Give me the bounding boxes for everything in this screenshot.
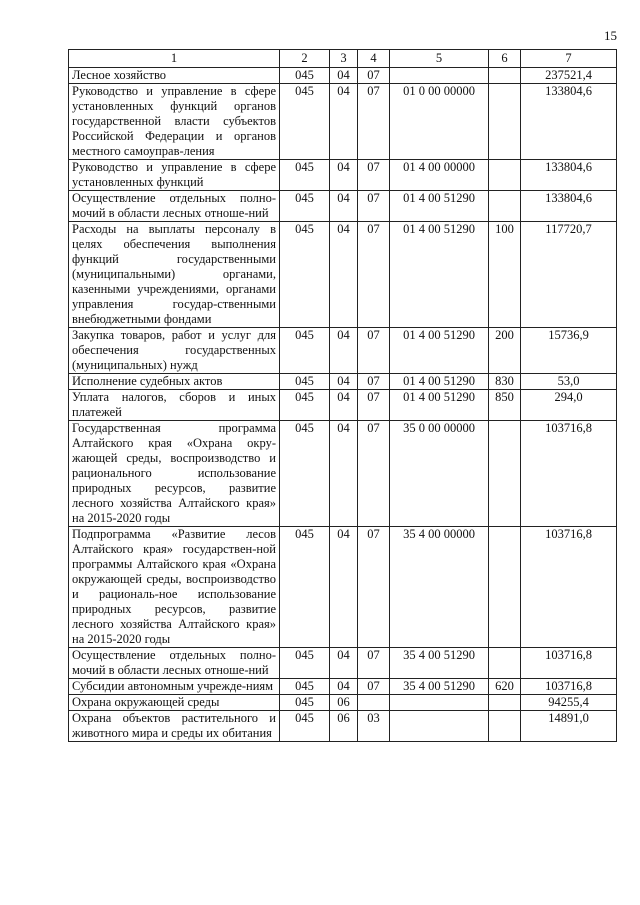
vr-cell: 200 [489, 328, 521, 374]
table-row [69, 527, 617, 648]
header-cell: 4 [358, 50, 390, 68]
csr-cell: 35 0 00 00000 [390, 421, 489, 527]
csr-cell: 35 4 00 51290 [390, 679, 489, 695]
csr-cell [390, 711, 489, 742]
table-row [69, 390, 617, 421]
rz-cell: 04 [330, 191, 358, 222]
csr-cell: 01 4 00 51290 [390, 390, 489, 421]
sum-cell: 14891,0 [521, 711, 617, 742]
rz-cell: 06 [330, 711, 358, 742]
sum-cell: 237521,4 [521, 68, 617, 84]
table-header [69, 50, 617, 68]
table-row [69, 679, 617, 695]
sum-cell: 133804,6 [521, 84, 617, 160]
sum-cell: 103716,8 [521, 421, 617, 527]
row-name-cell: Исполнение судебных актов [69, 374, 280, 390]
pr-cell: 07 [358, 160, 390, 191]
rz-cell: 04 [330, 421, 358, 527]
csr-cell [390, 695, 489, 711]
rz-cell: 04 [330, 68, 358, 84]
sum-cell: 103716,8 [521, 679, 617, 695]
gr-cell: 045 [280, 222, 330, 328]
header-cell: 1 [69, 50, 280, 68]
sum-cell: 94255,4 [521, 695, 617, 711]
table-row [69, 328, 617, 374]
table-row [69, 711, 617, 742]
csr-cell [390, 68, 489, 84]
vr-cell [489, 695, 521, 711]
header-row [69, 50, 617, 68]
gr-cell: 045 [280, 68, 330, 84]
table-row [69, 160, 617, 191]
gr-cell: 045 [280, 191, 330, 222]
gr-cell: 045 [280, 328, 330, 374]
rz-cell: 04 [330, 679, 358, 695]
rz-cell: 04 [330, 648, 358, 679]
pr-cell: 07 [358, 374, 390, 390]
csr-cell: 01 4 00 51290 [390, 328, 489, 374]
table-row [69, 695, 617, 711]
budget-table [68, 49, 617, 742]
table-row [69, 648, 617, 679]
pr-cell: 07 [358, 222, 390, 328]
page-number: 15 [604, 28, 617, 43]
table-row [69, 191, 617, 222]
pr-cell: 07 [358, 328, 390, 374]
sum-cell: 103716,8 [521, 648, 617, 679]
row-name-cell: Охрана объектов растительного и животного мира и среды их обитания [69, 711, 280, 742]
pr-cell: 07 [358, 84, 390, 160]
sum-cell: 53,0 [521, 374, 617, 390]
pr-cell: 07 [358, 390, 390, 421]
gr-cell: 045 [280, 84, 330, 160]
header-cell: 6 [489, 50, 521, 68]
row-name-cell: Руководство и управление в сфере установленных функций органов государственной власти субъектов Российской Федерации и органов местного самоуправ-ления [69, 84, 280, 160]
row-name-cell: Государственная программа Алтайского края «Охрана окру-жающей среды, воспроизводство и рационального использование природных ресурсов, развитие лесного хозяйства Алтайского края» на 2015-2020 годы [69, 421, 280, 527]
csr-cell: 01 4 00 51290 [390, 374, 489, 390]
row-name-cell: Лесное хозяйство [69, 68, 280, 84]
vr-cell [489, 191, 521, 222]
table-row [69, 374, 617, 390]
row-name-cell: Закупка товаров, работ и услуг для обеспечения государственных (муниципальных) нужд [69, 328, 280, 374]
csr-cell: 01 4 00 00000 [390, 160, 489, 191]
pr-cell: 07 [358, 679, 390, 695]
rz-cell: 04 [330, 527, 358, 648]
sum-cell: 103716,8 [521, 527, 617, 648]
vr-cell [489, 84, 521, 160]
header-cell: 2 [280, 50, 330, 68]
pr-cell: 07 [358, 648, 390, 679]
row-name-cell: Подпрограмма «Развитие лесов Алтайского края» государствен-ной программы Алтайского края «Охрана окружающей среды, воспроизводство и рациональ-ное использование природных ресурсов, развитие лесного хозяйства Алтайского края» на 2015-2020 годы [69, 527, 280, 648]
rz-cell: 04 [330, 374, 358, 390]
sum-cell: 15736,9 [521, 328, 617, 374]
gr-cell: 045 [280, 695, 330, 711]
csr-cell: 01 4 00 51290 [390, 191, 489, 222]
table-row [69, 84, 617, 160]
gr-cell: 045 [280, 679, 330, 695]
row-name-cell: Охрана окружающей среды [69, 695, 280, 711]
pr-cell [358, 695, 390, 711]
pr-cell: 07 [358, 527, 390, 648]
gr-cell: 045 [280, 711, 330, 742]
pr-cell: 07 [358, 68, 390, 84]
csr-cell: 35 4 00 51290 [390, 648, 489, 679]
table-row [69, 222, 617, 328]
header-cell: 7 [521, 50, 617, 68]
gr-cell: 045 [280, 648, 330, 679]
pr-cell: 03 [358, 711, 390, 742]
vr-cell [489, 68, 521, 84]
vr-cell: 620 [489, 679, 521, 695]
pr-cell: 07 [358, 421, 390, 527]
gr-cell: 045 [280, 374, 330, 390]
header-cell: 3 [330, 50, 358, 68]
row-name-cell: Расходы на выплаты персоналу в целях обеспечения выполнения функций государственными (муниципальными) органами, казенными учреждениями, органами управления государ-ственными внебюджетными фондами [69, 222, 280, 328]
rz-cell: 04 [330, 160, 358, 191]
vr-cell [489, 648, 521, 679]
vr-cell [489, 421, 521, 527]
csr-cell: 01 0 00 00000 [390, 84, 489, 160]
row-name-cell: Субсидии автономным учрежде-ниям [69, 679, 280, 695]
gr-cell: 045 [280, 421, 330, 527]
sum-cell: 133804,6 [521, 160, 617, 191]
rz-cell: 06 [330, 695, 358, 711]
row-name-cell: Уплата налогов, сборов и иных платежей [69, 390, 280, 421]
header-cell: 5 [390, 50, 489, 68]
gr-cell: 045 [280, 160, 330, 191]
vr-cell: 850 [489, 390, 521, 421]
vr-cell [489, 527, 521, 648]
csr-cell: 35 4 00 00000 [390, 527, 489, 648]
sum-cell: 133804,6 [521, 191, 617, 222]
vr-cell: 100 [489, 222, 521, 328]
rz-cell: 04 [330, 222, 358, 328]
sum-cell: 294,0 [521, 390, 617, 421]
table-row [69, 68, 617, 84]
table-body [69, 68, 617, 742]
row-name-cell: Осуществление отдельных полно-мочий в области лесных отноше-ний [69, 648, 280, 679]
rz-cell: 04 [330, 328, 358, 374]
table-row [69, 421, 617, 527]
vr-cell: 830 [489, 374, 521, 390]
pr-cell: 07 [358, 191, 390, 222]
sum-cell: 117720,7 [521, 222, 617, 328]
gr-cell: 045 [280, 527, 330, 648]
vr-cell [489, 160, 521, 191]
row-name-cell: Осуществление отдельных полно-мочий в области лесных отноше-ний [69, 191, 280, 222]
gr-cell: 045 [280, 390, 330, 421]
rz-cell: 04 [330, 84, 358, 160]
vr-cell [489, 711, 521, 742]
rz-cell: 04 [330, 390, 358, 421]
row-name-cell: Руководство и управление в сфере установленных функций [69, 160, 280, 191]
csr-cell: 01 4 00 51290 [390, 222, 489, 328]
